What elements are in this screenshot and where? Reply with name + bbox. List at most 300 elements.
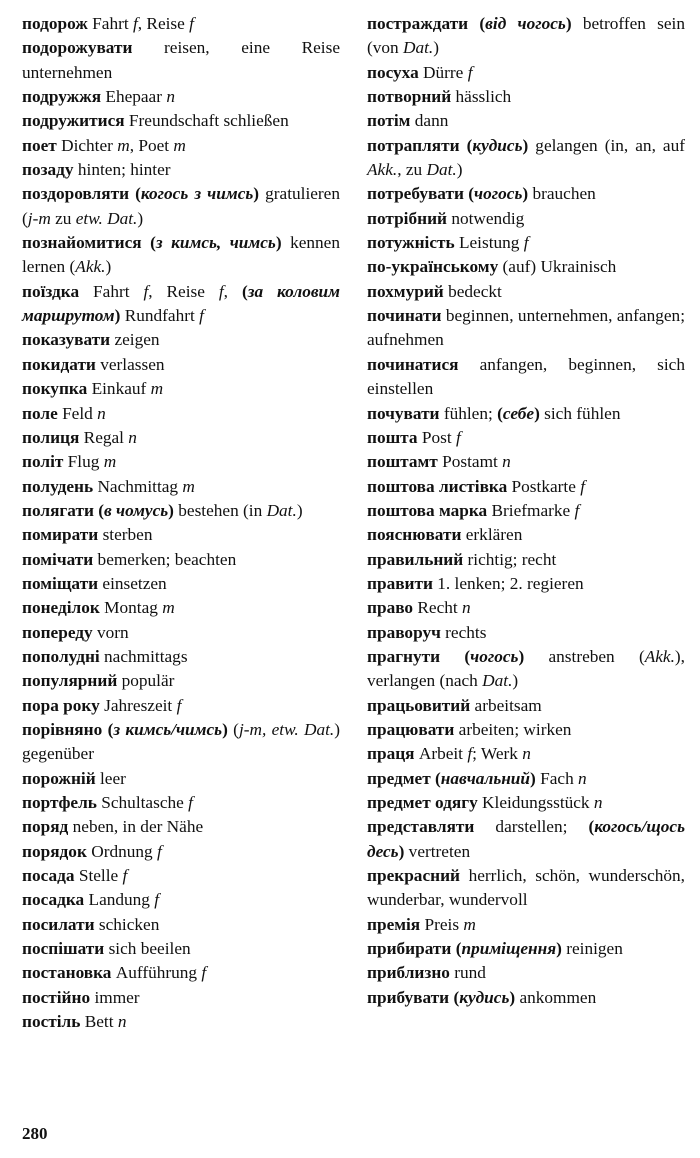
grammar-note: n [462,598,471,618]
dictionary-entry [367,85,685,109]
translation-text: bestehen (in [173,500,267,520]
headword: похмурий [367,281,444,301]
dictionary-entry [22,134,340,158]
headword: подружитися [22,111,125,131]
grammar-note: f [201,963,207,983]
dictionary-entry [367,596,685,620]
headword: потворний [367,87,452,107]
headword: праворуч [367,622,441,642]
translation-text: beginnen, unternehmen, anfangen; aufnehmen [367,306,685,350]
translation-text [440,647,464,666]
grammar-note: f [143,281,149,301]
headword: попереду [22,622,93,642]
dictionary-entry [367,207,685,231]
usage-note: з кимсь/чимсь [113,719,223,739]
headword: портфель [22,793,97,812]
headword: працювати [367,719,455,739]
grammar-note: Dat. [266,500,297,520]
translation-text: Briefmarke [487,500,575,520]
usage-note: ( [468,184,475,204]
grammar-note: m [117,135,130,155]
grammar-note: m [173,135,186,155]
dictionary-entry [22,888,340,912]
dictionary-entry [367,61,685,85]
headword: поряд [22,817,69,837]
headword: потім [367,111,411,131]
usage-note: себе [502,403,535,423]
translation-text: ) [105,257,112,277]
headword: політ [22,452,64,472]
dictionary-entry [367,913,685,937]
dictionary-entry [367,426,685,450]
dictionary-entry [367,645,685,694]
translation-text: ) [456,160,463,180]
translation-text: Landung [84,890,155,910]
dictionary-entry [367,231,685,255]
headword: пополудні [22,646,100,666]
headword: порожній [22,768,96,788]
headword: поле [22,403,58,423]
grammar-note: n [522,744,531,764]
translation-text: rechts [440,622,487,642]
dictionary-entry [22,426,340,450]
translation-text: gelangen (in, an, auf [528,135,685,155]
dictionary-entry [22,499,340,523]
usage-note: кудись [459,987,510,1007]
usage-note: ( [479,14,486,33]
grammar-note: j-m, etw. Dat. [238,719,335,739]
headword: по-українському [367,257,499,277]
translation-text: nachmittags [99,646,188,666]
usage-note: ) [168,500,174,520]
dictionary-entry [367,572,685,596]
headword: познайомитися [22,233,142,253]
translation-text: vorn [92,622,129,642]
headword: постановка [22,963,112,983]
grammar-note: m [463,914,476,934]
translation-text: , [223,281,242,301]
grammar-note: n [578,768,587,788]
translation-text: reisen, eine Reise unternehmen [22,38,340,82]
grammar-note: Dat. [426,160,457,180]
translation-text: ) [137,208,144,228]
headword: подорож [22,14,88,33]
usage-note: ) [556,939,562,959]
left-column [22,12,340,1034]
dictionary-entry [22,402,340,426]
grammar-note: n [593,793,603,812]
dictionary-entry [367,767,685,791]
translation-text: Leistung [454,233,524,253]
dictionary-entry [367,353,685,402]
headword: почувати [367,403,440,423]
translation-text: notwendig [447,208,525,228]
headword: предмет [367,768,431,788]
dictionary-entry [367,499,685,523]
dictionary-entry [22,328,340,352]
headword: подружжя [22,87,102,107]
headword: порядок [22,841,87,861]
translation-text: , zu [397,160,427,180]
dictionary-entry [367,937,685,961]
translation-text: Montag [99,598,163,618]
dictionary-entry [22,109,340,133]
translation-text: Fahrt [79,281,144,301]
headword: посадка [22,890,85,910]
usage-note: ) [114,306,121,326]
grammar-note: Dat. [403,38,434,58]
translation-text: (auf) Ukrainisch [498,257,617,277]
usage-note: ( [107,719,114,739]
grammar-note: Akk. [367,160,398,180]
translation-text: Nachmittag [93,476,183,496]
translation-text: zeigen [110,330,160,350]
dictionary-entry [22,85,340,109]
translation-text: brauchen [528,184,596,204]
dictionary-entry [22,937,340,961]
dictionary-entry [367,815,685,864]
dictionary-entry [367,255,685,279]
translation-text: immer [90,987,140,1007]
grammar-note: f [132,14,138,33]
dictionary-entry [22,767,340,791]
dictionary-entry [367,986,685,1010]
translation-text: Stelle [74,866,123,886]
grammar-note: f [455,427,461,447]
grammar-note: f [523,233,529,253]
headword: полудень [22,476,94,496]
headword: посада [22,866,75,886]
grammar-note: f [580,476,586,496]
dictionary-entry [22,815,340,839]
usage-note: ) [530,768,536,788]
headword: поздоровляти [22,184,130,204]
usage-note: ( [435,768,441,788]
translation-text: verlassen [95,354,165,374]
dictionary-entry [367,718,685,742]
translation-text: schicken [94,914,160,934]
grammar-note: f [189,14,194,33]
headword: посуха [367,62,419,82]
translation-text: fühlen; [439,403,498,423]
translation-text: ) gegenüber [22,719,341,764]
translation-text: vertreten [404,841,471,861]
headword: поїздка [22,281,80,301]
headword: полягати [22,500,94,520]
headword: популярний [22,671,118,691]
grammar-note: Akk. [644,646,675,666]
translation-text: Kleidungsstück [477,793,594,812]
translation-text: sich beeilen [104,939,191,959]
usage-note: ( [455,939,462,959]
grammar-note: m [150,379,164,399]
grammar-note: f [218,281,224,301]
dictionary-entry [22,645,340,669]
headword: позаду [22,160,74,180]
headword: порівняно [22,719,103,739]
usage-note: ) [222,719,228,739]
dictionary-entry [367,961,685,985]
headword: покупка [22,379,88,399]
dictionary-entry [367,742,685,766]
grammar-note: f [467,744,473,764]
translation-text: Dichter [56,135,118,155]
usage-note: чогось [474,184,523,204]
dictionary-entry [22,913,340,937]
headword: потрібний [367,208,447,228]
grammar-note: j-m [27,208,51,228]
dictionary-entry [22,548,340,572]
headword: поштамт [367,452,438,472]
translation-text: hinten; hinter [73,160,171,180]
usage-note: чогось [470,646,519,666]
grammar-note: Akk. [75,257,106,277]
translation-text: neben, in der Nähe [68,817,204,837]
headword: працьовитий [367,695,471,715]
grammar-note: f [157,841,162,861]
dictionary-entry [22,377,340,401]
grammar-note: m [182,476,195,496]
headword: правити [367,573,433,593]
translation-text: ), verlangen (nach [367,646,685,691]
usage-note: ) [509,987,516,1007]
grammar-note: f [176,695,182,715]
grammar-note: n [166,87,175,107]
translation-text: Ordnung [86,841,157,861]
translation-text: Regal [79,427,129,447]
headword: поміщати [22,573,99,593]
headword: подорожувати [22,38,133,58]
translation-text: kennen lernen ( [22,233,340,277]
translation-text: Fahrt [87,14,133,33]
usage-note: когось з чимсь [140,184,254,204]
headword: постійно [22,987,91,1007]
headword: потрапляти [367,135,460,155]
usage-note: ( [453,987,460,1007]
usage-note: за коловим маршрутом [22,281,341,326]
usage-note: ) [275,233,282,253]
grammar-note: f [154,890,160,910]
headword: покидати [22,354,96,374]
headword: прагнути [367,646,441,666]
usage-note: навчальний [440,768,531,788]
dictionary-entry [22,36,340,85]
translation-text: , Reise [148,281,219,301]
usage-note: кудись [472,135,523,155]
translation-text: ) [433,38,440,58]
usage-note: ) [522,184,529,204]
grammar-note: f [199,306,204,326]
dictionary-entry [367,280,685,304]
grammar-note: n [128,427,137,447]
headword: поет [22,135,57,155]
translation-text: Recht [413,598,463,618]
page-number: 280 [22,1124,48,1143]
grammar-note: f [467,62,473,82]
translation-text: Einkauf [87,379,151,399]
translation-text: ) [512,671,519,691]
dictionary-entry [22,621,340,645]
headword: прибирати [367,939,452,959]
dictionary-entry [367,548,685,572]
translation-text: reinigen [561,939,623,959]
headword: поспішати [22,939,105,959]
translation-text: leer [95,768,126,788]
dictionary-entry [22,231,340,280]
translation-text: sich fühlen [539,403,621,423]
translation-text: dann [410,111,449,131]
usage-note: в чомусь [104,500,169,520]
headword: право [367,598,414,618]
dictionary-entry [367,475,685,499]
headword: пошта [367,427,418,447]
headword: праця [367,744,415,764]
translation-text: ankommen [515,987,597,1007]
dictionary-entry [22,475,340,499]
usage-note: ( [466,135,473,155]
translation-text: populär [117,671,175,691]
translation-text: richtig; recht [463,549,557,569]
headword: постраждати [367,14,469,33]
grammar-note: m [103,452,117,472]
headword: поштова листівка [367,476,508,496]
translation-text: Feld [57,403,98,423]
translation-text: gratulieren ( [22,184,340,228]
translation-text: Postkarte [507,476,581,496]
translation-text: zu [50,208,76,228]
dictionary-entry [367,523,685,547]
dictionary-entry [22,694,340,718]
headword: помічати [22,549,94,569]
translation-text: Dürre [418,62,468,82]
usage-note: ) [398,841,405,861]
dictionary-entry [22,596,340,620]
dictionary-entry [367,402,685,426]
grammar-note: f [188,793,193,812]
usage-note: ( [241,281,248,301]
translation-text: darstellen; [474,817,589,837]
headword: поштова марка [367,500,488,520]
dictionary-entry [367,791,685,815]
headword: прибувати [367,987,450,1007]
translation-text: 1. lenken; 2. regieren [432,573,584,593]
headword: пора року [22,695,100,715]
grammar-note: n [117,1012,127,1032]
translation-text: ) [296,500,303,520]
translation-text: Ehepaar [101,87,167,107]
headword: починати [367,306,442,326]
dictionary-entry [22,1010,340,1034]
usage-note: ) [534,403,540,423]
dictionary-entry [367,109,685,133]
translation-text: ; Werk [472,744,523,764]
dictionary-entry [22,986,340,1010]
right-column [367,12,685,1010]
headword: помирати [22,525,99,545]
headword: постіль [22,1012,81,1032]
translation-text: arbeitsam [470,695,542,715]
dictionary-entry [22,353,340,377]
dictionary-entry [367,694,685,718]
translation-text: Schultasche [96,793,189,812]
grammar-note: etw. Dat. [75,208,138,228]
translation-text: Aufführung [111,963,202,983]
usage-note: ) [253,184,260,204]
dictionary-entry [367,134,685,183]
translation-text: , Poet [129,135,174,155]
translation-text [142,233,151,252]
dictionary-entry [367,864,685,913]
dictionary-entry [22,450,340,474]
grammar-note: f [574,500,580,520]
translation-text: bemerken; beachten [93,549,237,569]
dictionary-entry [22,280,340,329]
headword: понеділок [22,598,100,618]
dictionary-entry [367,182,685,206]
dictionary-entry [22,12,340,36]
usage-note: з кимсь, чимсь [155,233,276,253]
grammar-note: f [122,866,128,886]
grammar-note: n [502,452,511,472]
dictionary-entry [22,523,340,547]
headword: премія [367,914,421,934]
dictionary-entry [22,961,340,985]
headword: прекрасний [367,866,460,886]
usage-note: приміщення [461,939,557,959]
translation-text: ( [227,719,239,739]
usage-note: ( [497,403,503,423]
translation-text: arbeiten; wirken [454,719,572,739]
translation-text: anstreben ( [524,646,645,666]
translation-text: Flug [63,452,104,472]
usage-note: ( [150,233,156,253]
dictionary-entry [367,450,685,474]
dictionary-entry [22,864,340,888]
translation-text: erklären [461,525,523,545]
translation-text: Bett [80,1012,118,1032]
translation-text: , Reise [137,14,190,33]
translation-text: anfangen, beginnen, sich einstellen [367,354,685,399]
dictionary-entry [22,572,340,596]
translation-text: Fach [535,768,579,788]
dictionary-entry [367,12,685,61]
grammar-note: n [97,403,106,423]
translation-text: herrlich, schön, wunderschön, wunderbar, wundervoll [367,866,685,910]
grammar-note: Dat. [482,671,513,691]
usage-note: ) [518,646,525,666]
translation-text: betroffen sein (von [367,14,685,58]
headword: приблизно [367,963,450,983]
dictionary-entry [367,621,685,645]
grammar-note: m [162,598,175,618]
usage-note: когось/щось десь [367,817,685,861]
translation-text: hässlich [451,87,512,107]
headword: посилати [22,914,95,934]
usage-note: ( [135,184,141,204]
headword: представляти [367,817,475,837]
headword: полиця [22,427,80,447]
usage-note: ( [98,500,104,520]
headword: починатися [367,354,459,374]
headword: показувати [22,330,111,350]
translation-text [468,14,479,33]
headword: правильний [367,549,464,569]
translation-text: Postamt [437,452,503,472]
usage-note: ) [522,135,529,155]
headword: пояснювати [367,525,462,545]
dictionary-entry [22,791,340,815]
translation-text: einsetzen [98,573,167,593]
